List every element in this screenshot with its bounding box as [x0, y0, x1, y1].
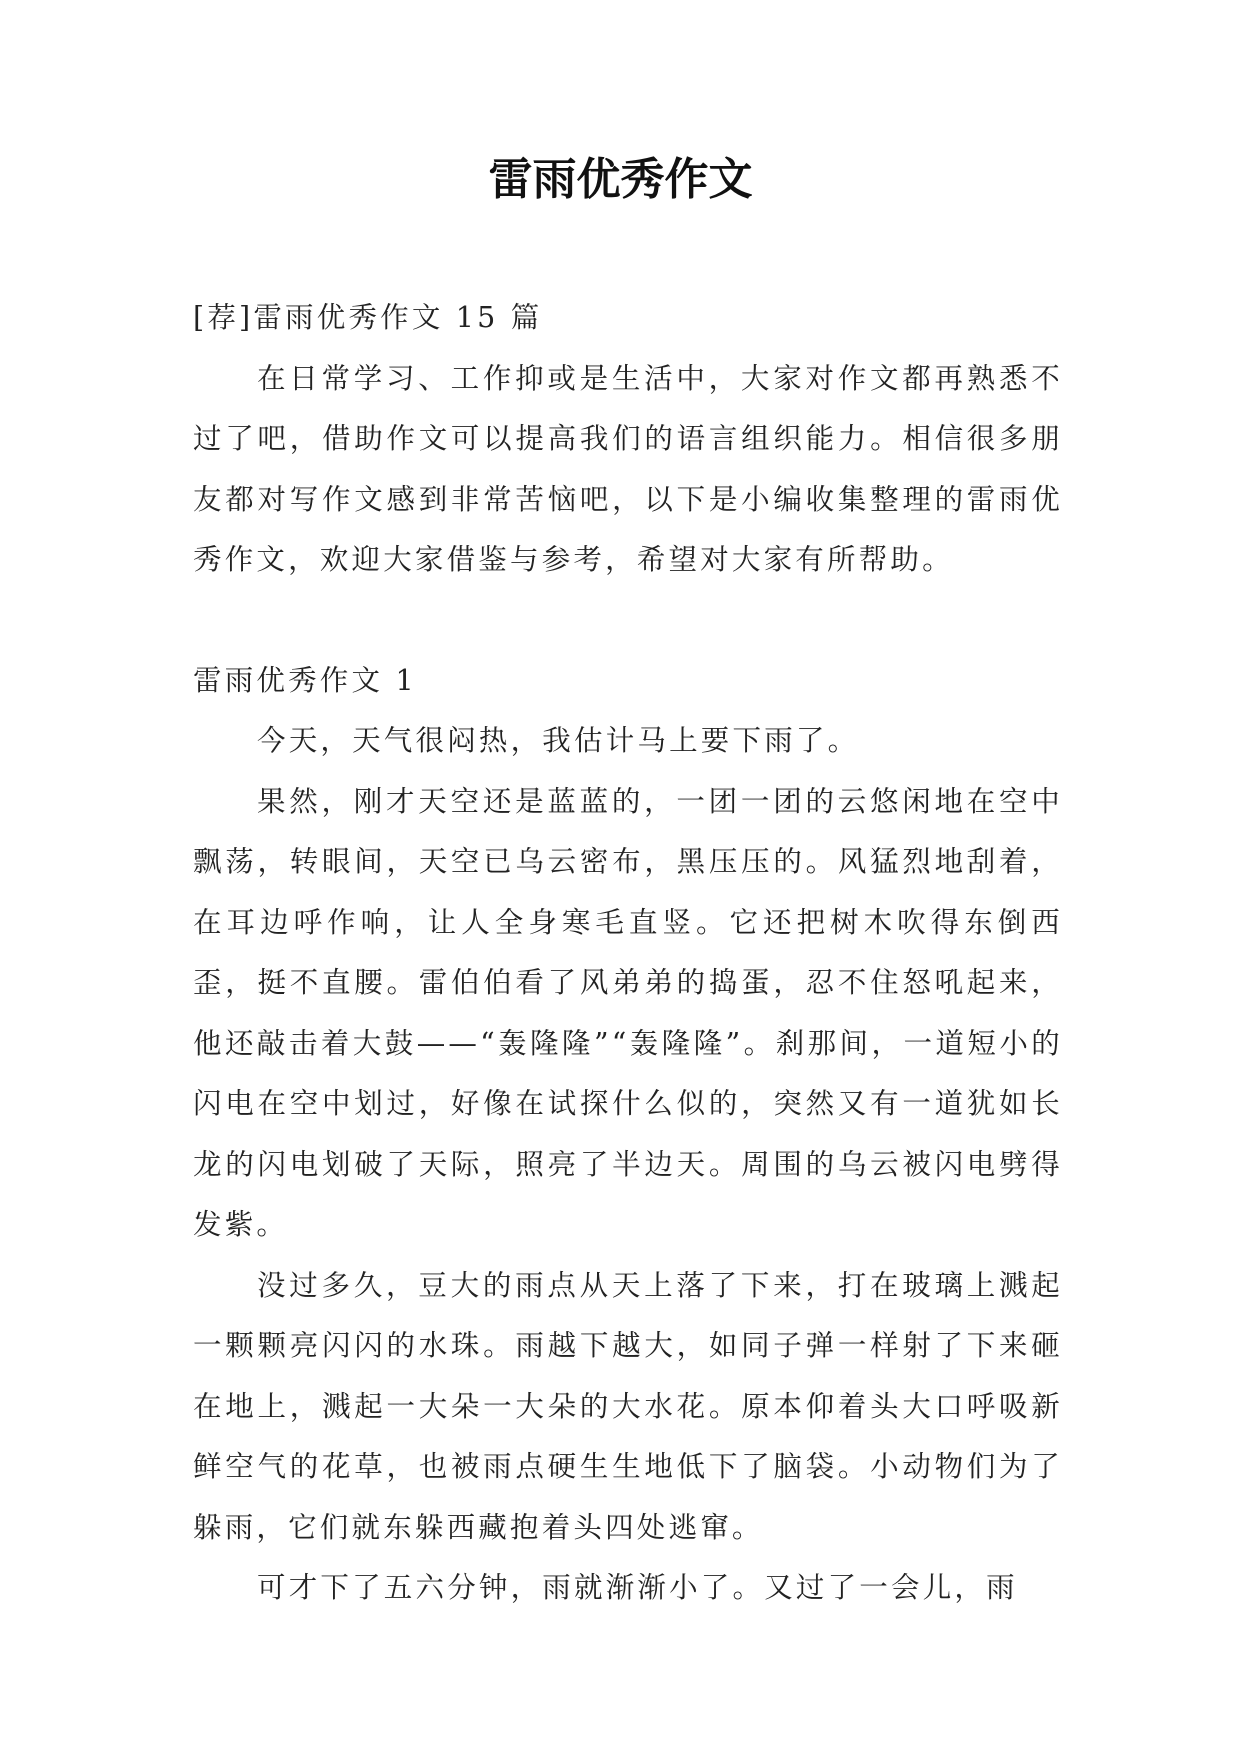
intro-paragraph: 在日常学习、工作抑或是生活中，大家对作文都再熟悉不过了吧，借助作文可以提高我们的语言组织能力。相信很多朋友都对写作文感到非常苦恼吧，以下是小编收集整理的雷雨优秀作文，欢迎大家借鉴与参考，希望对大家有所帮助。: [193, 361, 1063, 576]
document-subtitle: [荐]雷雨优秀作文 15 篇: [193, 301, 543, 334]
document-body: [193, 288, 1063, 1619]
body-paragraph: 今天，天气很闷热，我估计马上要下雨了。: [257, 724, 860, 757]
document-title: 雷雨优秀作文: [488, 154, 753, 205]
section-heading: 雷雨优秀作文 1: [193, 663, 417, 697]
body-paragraph: 没过多久，豆大的雨点从天上落了下来，打在玻璃上溅起一颗颗亮闪闪的水珠。雨越下越大，如同子弹一样射了下来砸在地上，溅起一大朵一大朵的大水花。原本仰着头大口呼吸新鲜空气的花草，也被雨点硬生生地低下了脑袋。小动物们为了躲雨，它们就东躲西藏抱着头四处逃窜。: [193, 1268, 1063, 1544]
body-paragraph: 可才下了五六分钟，雨就渐渐小了。又过了一会儿，雨: [257, 1571, 1018, 1604]
section-spacer: [193, 591, 1063, 651]
body-paragraph: 果然，刚才天空还是蓝蓝的，一团一团的云悠闲地在空中飘荡，转眼间，天空已乌云密布，黑压压的。风猛烈地刮着，在耳边呼作响，让人全身寒毛直竖。它还把树木吹得东倒西歪，挺不直腰。雷伯伯看了风弟弟的捣蛋，忍不住怒吼起来，他还敲击着大鼓——“轰隆隆”“轰隆隆”。刹那间，一道短小的闪电在空中划过，好像在试探什么似的，突然又有一道犹如长龙的闪电划破了天际，照亮了半边天。周围的乌云被闪电劈得发紫。: [193, 784, 1063, 1241]
